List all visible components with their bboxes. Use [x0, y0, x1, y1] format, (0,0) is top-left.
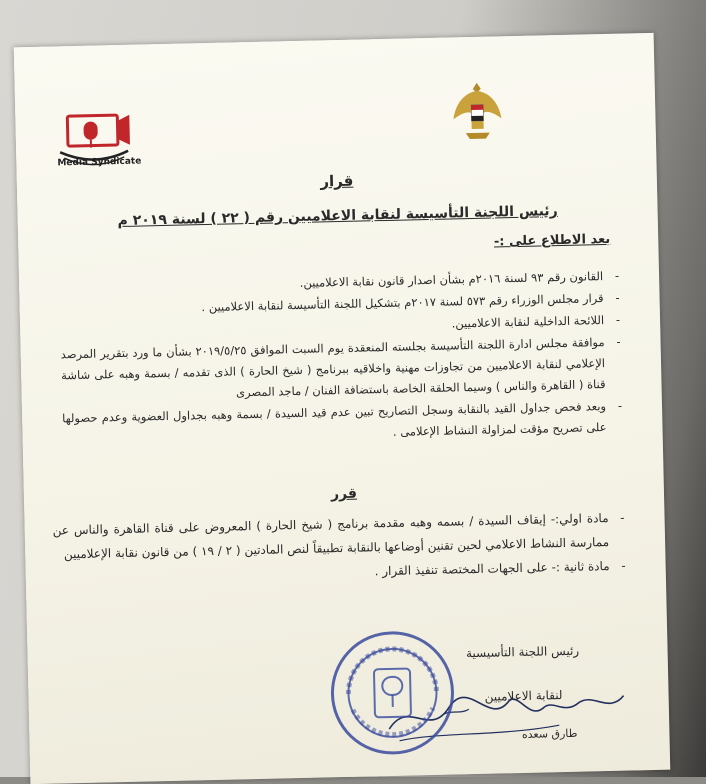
- articles-list: [52, 506, 625, 591]
- list-item: - وبعد فحص جداول القيد بالنقابة وسجل التصاريح تبين عدم قيد السيدة / بسمة وهبه بجداول العضوية وعدم حصولها على تصريح مؤقت لمزاولة النشاط الإعلامى .: [62, 396, 623, 451]
- signatory-title: رئيس اللجنة التأسيسية: [437, 628, 608, 676]
- list-item: - اللائحة الداخلية لنقابة الاعلاميين.: [60, 310, 620, 344]
- preamble-heading: بعد الاطلاع على :-: [494, 232, 611, 250]
- eagle-emblem-icon: [449, 78, 506, 143]
- list-item: - قرار مجلس الوزراء رقم ٥٧٣ لسنة ٢٠١٧م بتشكيل اللجنة التأسيسة لنقابة الاعلاميين .: [59, 288, 619, 322]
- document-subtitle: رئيس اللجنة التأسيسة لنقابة الاعلاميين رقم ( ٢٢ ) لسنة ٢٠١٩ م: [38, 201, 638, 231]
- list-item: - مادة ثانية :- على الجهات المختصة تنفيذ القرار .: [54, 554, 626, 591]
- logo-caption: Media Syndicate: [44, 156, 154, 168]
- signatory-name: طارق سعده: [522, 727, 578, 741]
- list-item: - القانون رقم ٩٣ لسنة ٢٠١٦م بشأن اصدار قانون نقابة الاعلاميين.: [59, 266, 619, 300]
- recitals-list: [59, 266, 623, 452]
- list-item: - مادة اولي:- إيقاف السيدة / بسمه وهبه مقدمة برنامج ( شيخ الحارة ) المعروض على قناة القاهرة والناس عن ممارسة النشاط الاعلامي لحين تقنين أوضاعها بالنقابة تطبيقاً لنص المادتين ( ٢ / ١٩ ) من قانون نقابة الإعلاميين: [52, 506, 625, 567]
- list-item: - موافقة مجلس ادارة اللجنة التأسيسة بجلسته المنعقدة يوم السبت الموافق ٢٠١٩/٥/٢٥ بشأن ما ورد بتقرير المرصد الإعلامي لنقابة الاعلاميين من تجاوزات مهنية واخلاقيه ببرنامج ( شيخ الحارة ) الذى تقدمه / بسمة وهبه على شاشة قناة ( القاهرة والناس ) وسيما الحلقة الخاصة باستضافة الفنان / ماجد المصرى: [60, 332, 621, 408]
- document-title: قرار: [17, 165, 657, 198]
- decision-heading: قرر: [24, 479, 664, 510]
- official-stamp-icon: [327, 627, 458, 758]
- signatory-org: لنقابة الاعلاميين: [438, 672, 609, 720]
- document-page: [14, 33, 671, 784]
